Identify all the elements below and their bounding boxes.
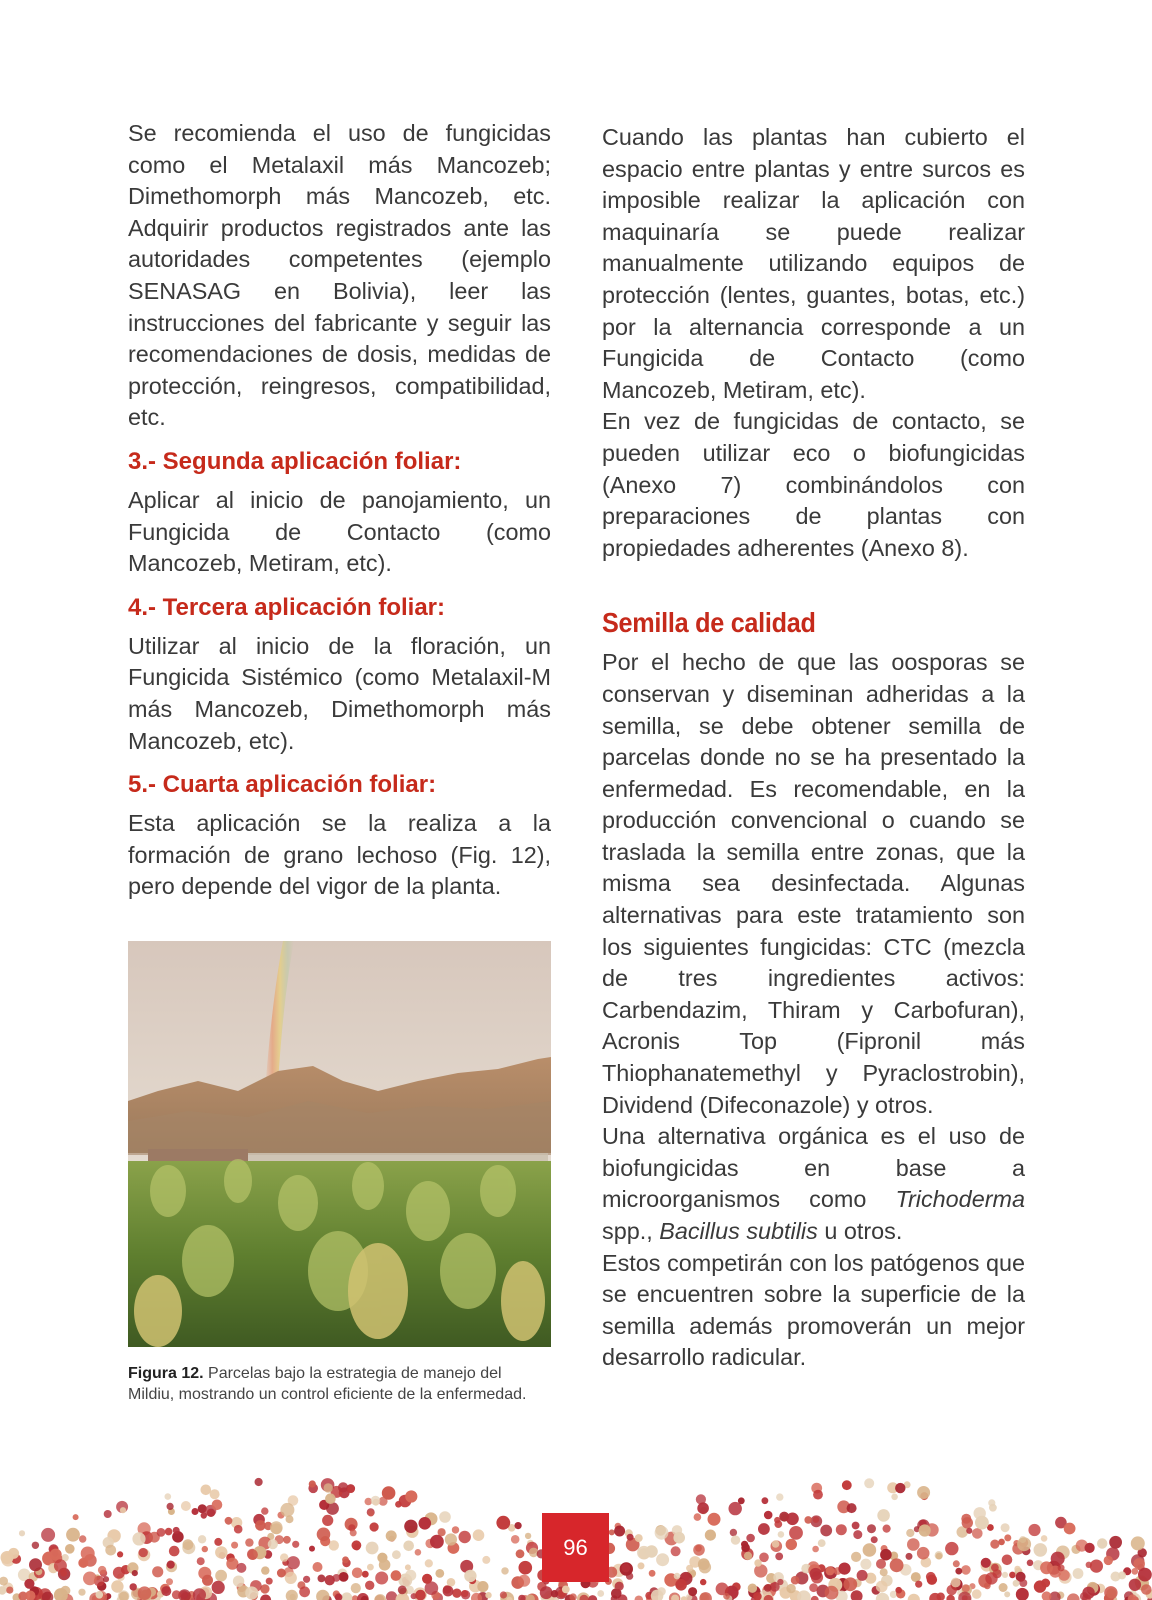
paragraph-seed-treatment: Por el hecho de que las oosporas se conservan y diseminan adheridas a la semilla, se debe obtener semilla de parcelas donde no se ha presentado la enfermedad. Es recomendable, en la producción convencional o cuando se traslada la semilla entre zonas, que la misma sea desinfectada. Algunas alternativas para este tratamiento son los siguientes fungicidas: CTC (mezcla de tres ingredientes activos: Carbendazim, Thiram y Carbofuran), Acronis Top (Fipronil más Thiophanatemethyl y Pyraclostrobin), Dividend (Difeconazole) y otros. — [602, 649, 1025, 1118]
species-trichoderma: Trichoderma — [895, 1186, 1025, 1213]
paragraph-organic-alternative — [602, 1121, 1025, 1247]
caption-text: Parcelas bajo la estrategia de manejo del Mildiu, mostrando un control eficiente de la enfermedad. — [128, 1364, 527, 1403]
section-text-4: Utilizar al inicio de la floración, un Fungicida Sistémico (como Metalaxil-M más Mancozeb, Dimethomorph más Mancozeb, etc). — [128, 632, 551, 754]
section-heading-4: 4.- Tercera aplicación foliar: — [128, 593, 446, 621]
page-number-badge: 96 — [542, 1513, 609, 1582]
paragraph-manual-application: Cuando las plantas han cubierto el espacio entre plantas y entre surcos es imposible realizar la aplicación con maquinaría se puede realizar manualmente utilizando equipos de protección (lentes, guantes, botas, etc.) por la alternancia corresponde a un Fungicida de Contacto (como Mancozeb, Metiram, etc). — [602, 124, 1025, 403]
species-bacillus: Bacillus subtilis — [659, 1218, 818, 1244]
intro-paragraph: Se recomienda el uso de fungicidas como el Metalaxil más Mancozeb; Dimethomorph más Mancozeb, etc. Adquirir productos registrados ante las autoridades competentes (ejemplo SENASAG en Bolivia), leer las instrucciones del fabricante y seguir las recomendaciones de dosis, medidas de protección, reingresos, compatibilidad, etc. — [128, 120, 551, 431]
organic-text-c: spp., — [602, 1218, 660, 1244]
right-column — [602, 122, 1025, 1374]
paragraph-competition: Estos competirán con los patógenos que se encuentren sobre la superficie de la semilla además promoverán un mejor desarrollo radicular. — [602, 1249, 1025, 1371]
caption-label: Figura 12. — [128, 1364, 204, 1382]
figure-12-photo — [128, 941, 551, 1347]
organic-text-a: Una alternativa orgánica es el uso de biofungicidas en base a microorganismos como — [602, 1123, 1025, 1213]
paragraph-biofungicides: En vez de fungicidas de contacto, se pueden utilizar eco o biofungicidas (Anexo 7) combinándolos con preparaciones de plantas con propiedades adherentes (Anexo 8). — [602, 408, 1025, 561]
quinoa-field-landscape-image — [128, 941, 551, 1347]
left-column — [128, 118, 551, 1405]
figure-caption — [128, 1363, 551, 1405]
organic-text-e: u otros. — [817, 1218, 903, 1244]
section-heading-3: 3.- Segunda aplicación foliar: — [128, 447, 462, 475]
section-title-semilla: Semilla de calidad — [602, 607, 816, 639]
section-text-3: Aplicar al inicio de panojamiento, un Fungicida de Contacto (como Mancozeb, Metiram, etc). — [128, 486, 551, 577]
section-heading-5: 5.- Cuarta aplicación foliar: — [128, 771, 437, 799]
section-text-5: Esta aplicación se la realiza a la formación de grano lechoso (Fig. 12), pero depende del vigor de la planta. — [128, 810, 551, 900]
